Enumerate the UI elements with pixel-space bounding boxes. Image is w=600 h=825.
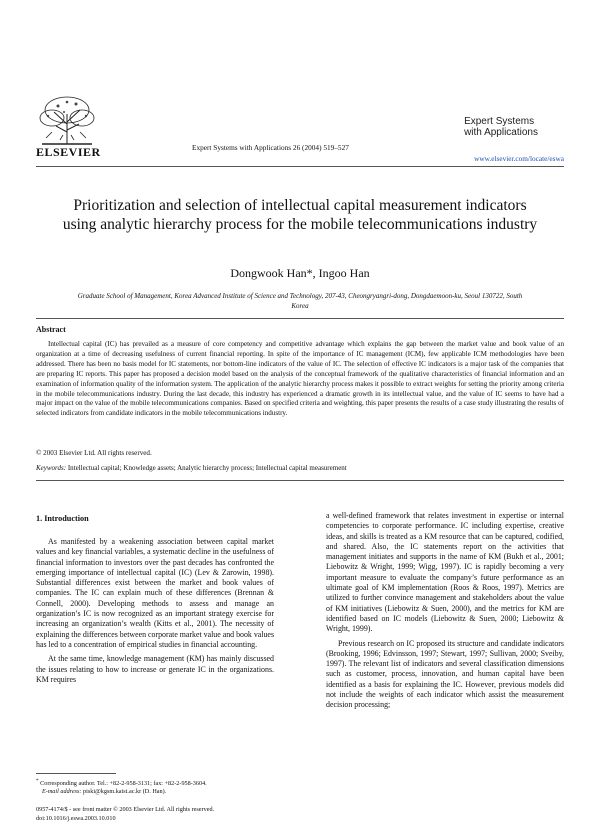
issn-line: 0957-4174/$ - see front matter © 2003 Elsevier Ltd. All rights reserved. bbox=[36, 806, 215, 813]
author-affiliation: Graduate School of Management, Korea Advanced Institute of Science and Technology, 207-43, Cheongryangri-dong, Dongdaemoon-ku, Seoul 130722, South Korea bbox=[77, 292, 523, 310]
elsevier-tree-logo bbox=[36, 94, 98, 152]
abstract-heading: Abstract bbox=[36, 325, 66, 334]
abstract-copyright: © 2003 Elsevier Ltd. All rights reserved. bbox=[36, 449, 152, 457]
body-paragraph: At the same time, knowledge management (KM) has mainly discussed the issues relating to how to increase or generate IC in the organizations. KM requires bbox=[36, 654, 274, 684]
abstract-rule-bottom bbox=[36, 480, 564, 481]
issn-doi-block bbox=[36, 806, 214, 823]
body-column-right bbox=[326, 511, 564, 711]
body-paragraph: a well-defined framework that relates investment in expertise or internal competencies to corporate performance. IC including expertise, creative ideas, and skills is treated as a KM resource that can be captured, codified, and shared. Also, the IC statements report on the activities that management initiates and supports in the name of KM (Bukh et al., 2001; Liebowitz & Wright, 1999; Wigg, 1997). IC is rapidly becoming a very important measure to evaluate the company’s future performance as an ultimate goal of KM implementation (Roos & Roos, 1997). Metrics are utilized to further convince management and stakeholders about the value of KM initiatives (Liebowitz & Suen, 2000), and the metrics for KM are identified based on IC models (Liebowitz & Suen, 2000; Liebowitz & Wright, 1999). bbox=[326, 511, 564, 634]
journal-brand bbox=[464, 116, 538, 138]
keywords-list: Intellectual capital; Knowledge assets; Analytic hierarchy process; Intellectual capital measurement bbox=[67, 464, 347, 472]
doi-line[interactable]: doi:10.1016/j.eswa.2003.10.010 bbox=[36, 814, 116, 822]
body-column-left bbox=[36, 537, 274, 685]
article-authors: Dongwook Han*, Ingoo Han bbox=[230, 266, 370, 280]
publisher-name: ELSEVIER bbox=[36, 145, 101, 159]
abstract-rule-top bbox=[36, 318, 564, 319]
section-heading-introduction: 1. Introduction bbox=[36, 514, 89, 523]
journal-citation: Expert Systems with Applications 26 (2004) 519–527 bbox=[192, 143, 349, 152]
footnote-contact: Corresponding author. Tel.: +82-2-958-3131; fax: +82-2-958-3604. bbox=[40, 780, 207, 788]
article-title: Prioritization and selection of intellectual capital measurement indicators using analytic hierarchy process for the mobile telecommunications industry bbox=[62, 197, 538, 233]
body-paragraph: As manifested by a weakening association between capital market values and key financial variables, a systematic decline in the usefulness of financial information to investors over the past decades has confronted the emerging importance of intellectual capital (IC) (Lev & Zarowin, 1998). Substantial differences exist between the market and book values of companies. The IC can explain much of these differences (Brennan & Connell, 2000). Developing methods to assess and manage an organization’s IC is now recognized as an important strategy exercise for increasing an organization’s wealth (Kitts et al., 2001). The necessity of explaining the differences between corporate market value and book values has led to a concentration of empirical studies in financial accounting. bbox=[36, 537, 275, 649]
footnote-email-label: E-mail address: bbox=[42, 788, 82, 796]
corresponding-author-footnote bbox=[36, 777, 296, 797]
brand-line-1: Expert Systems bbox=[464, 116, 535, 127]
brand-line-2: with Applications bbox=[464, 127, 538, 138]
keywords-label: Keywords: bbox=[36, 464, 67, 472]
footnote-marker: * bbox=[36, 778, 39, 784]
keywords bbox=[36, 464, 347, 472]
journal-website-link[interactable]: www.elsevier.com/locate/eswa bbox=[474, 154, 564, 163]
header-rule bbox=[36, 166, 564, 167]
abstract-text: Intellectual capital (IC) has prevailed as a measure of core competency and competitive advantage which explains the gap between the market value and book value of an organization at a time of decreasing usefulness of current financial reporting. In spite of the importance of IC management (ICM), few applicable ICM methodologies have been addressed. There has been no basis model for IC statements, nor bottom-line indicators of the value of IC. The selection of effective IC indicators is a major task of the companies that are preparing IC reports. This paper has proposed a decision model based on the analysis of the conceptual framework of the qualitative characteristics of financial information and an examination of information quality of the information system. The application of the analytic hierarchy process makes it possible to extract weights for setting the priority among criteria in the mobile telecommunications industry. During the last decade, this industry has experienced a dramatic growth in its intellectual value, and the value of IC seems to have had a major impact on the value of the mobile telecommunications companies. Based on specified criteria and weighting, this paper presents the results of a case study illustrating the results of selected indicators from candidate indicators in the mobile telecommunications industry. bbox=[36, 340, 564, 418]
body-paragraph: Previous research on IC proposed its structure and candidate indicators (Brooking, 1996; Edvinsson, 1997; Stewart, 1997; Sullivan, 2000; Sveiby, 1997). The relevant list of indicators and several classification dimensions such as customer, process, innovation, and human capital have been identified as a basis for explaining the IC. However, previous models did not include the weights of each indicator which assist the measurement decision processing; bbox=[326, 638, 564, 710]
footnote-email[interactable]: piski@kgsm.kaist.ac.kr (D. Han). bbox=[83, 788, 167, 796]
footnote-rule bbox=[36, 773, 116, 774]
